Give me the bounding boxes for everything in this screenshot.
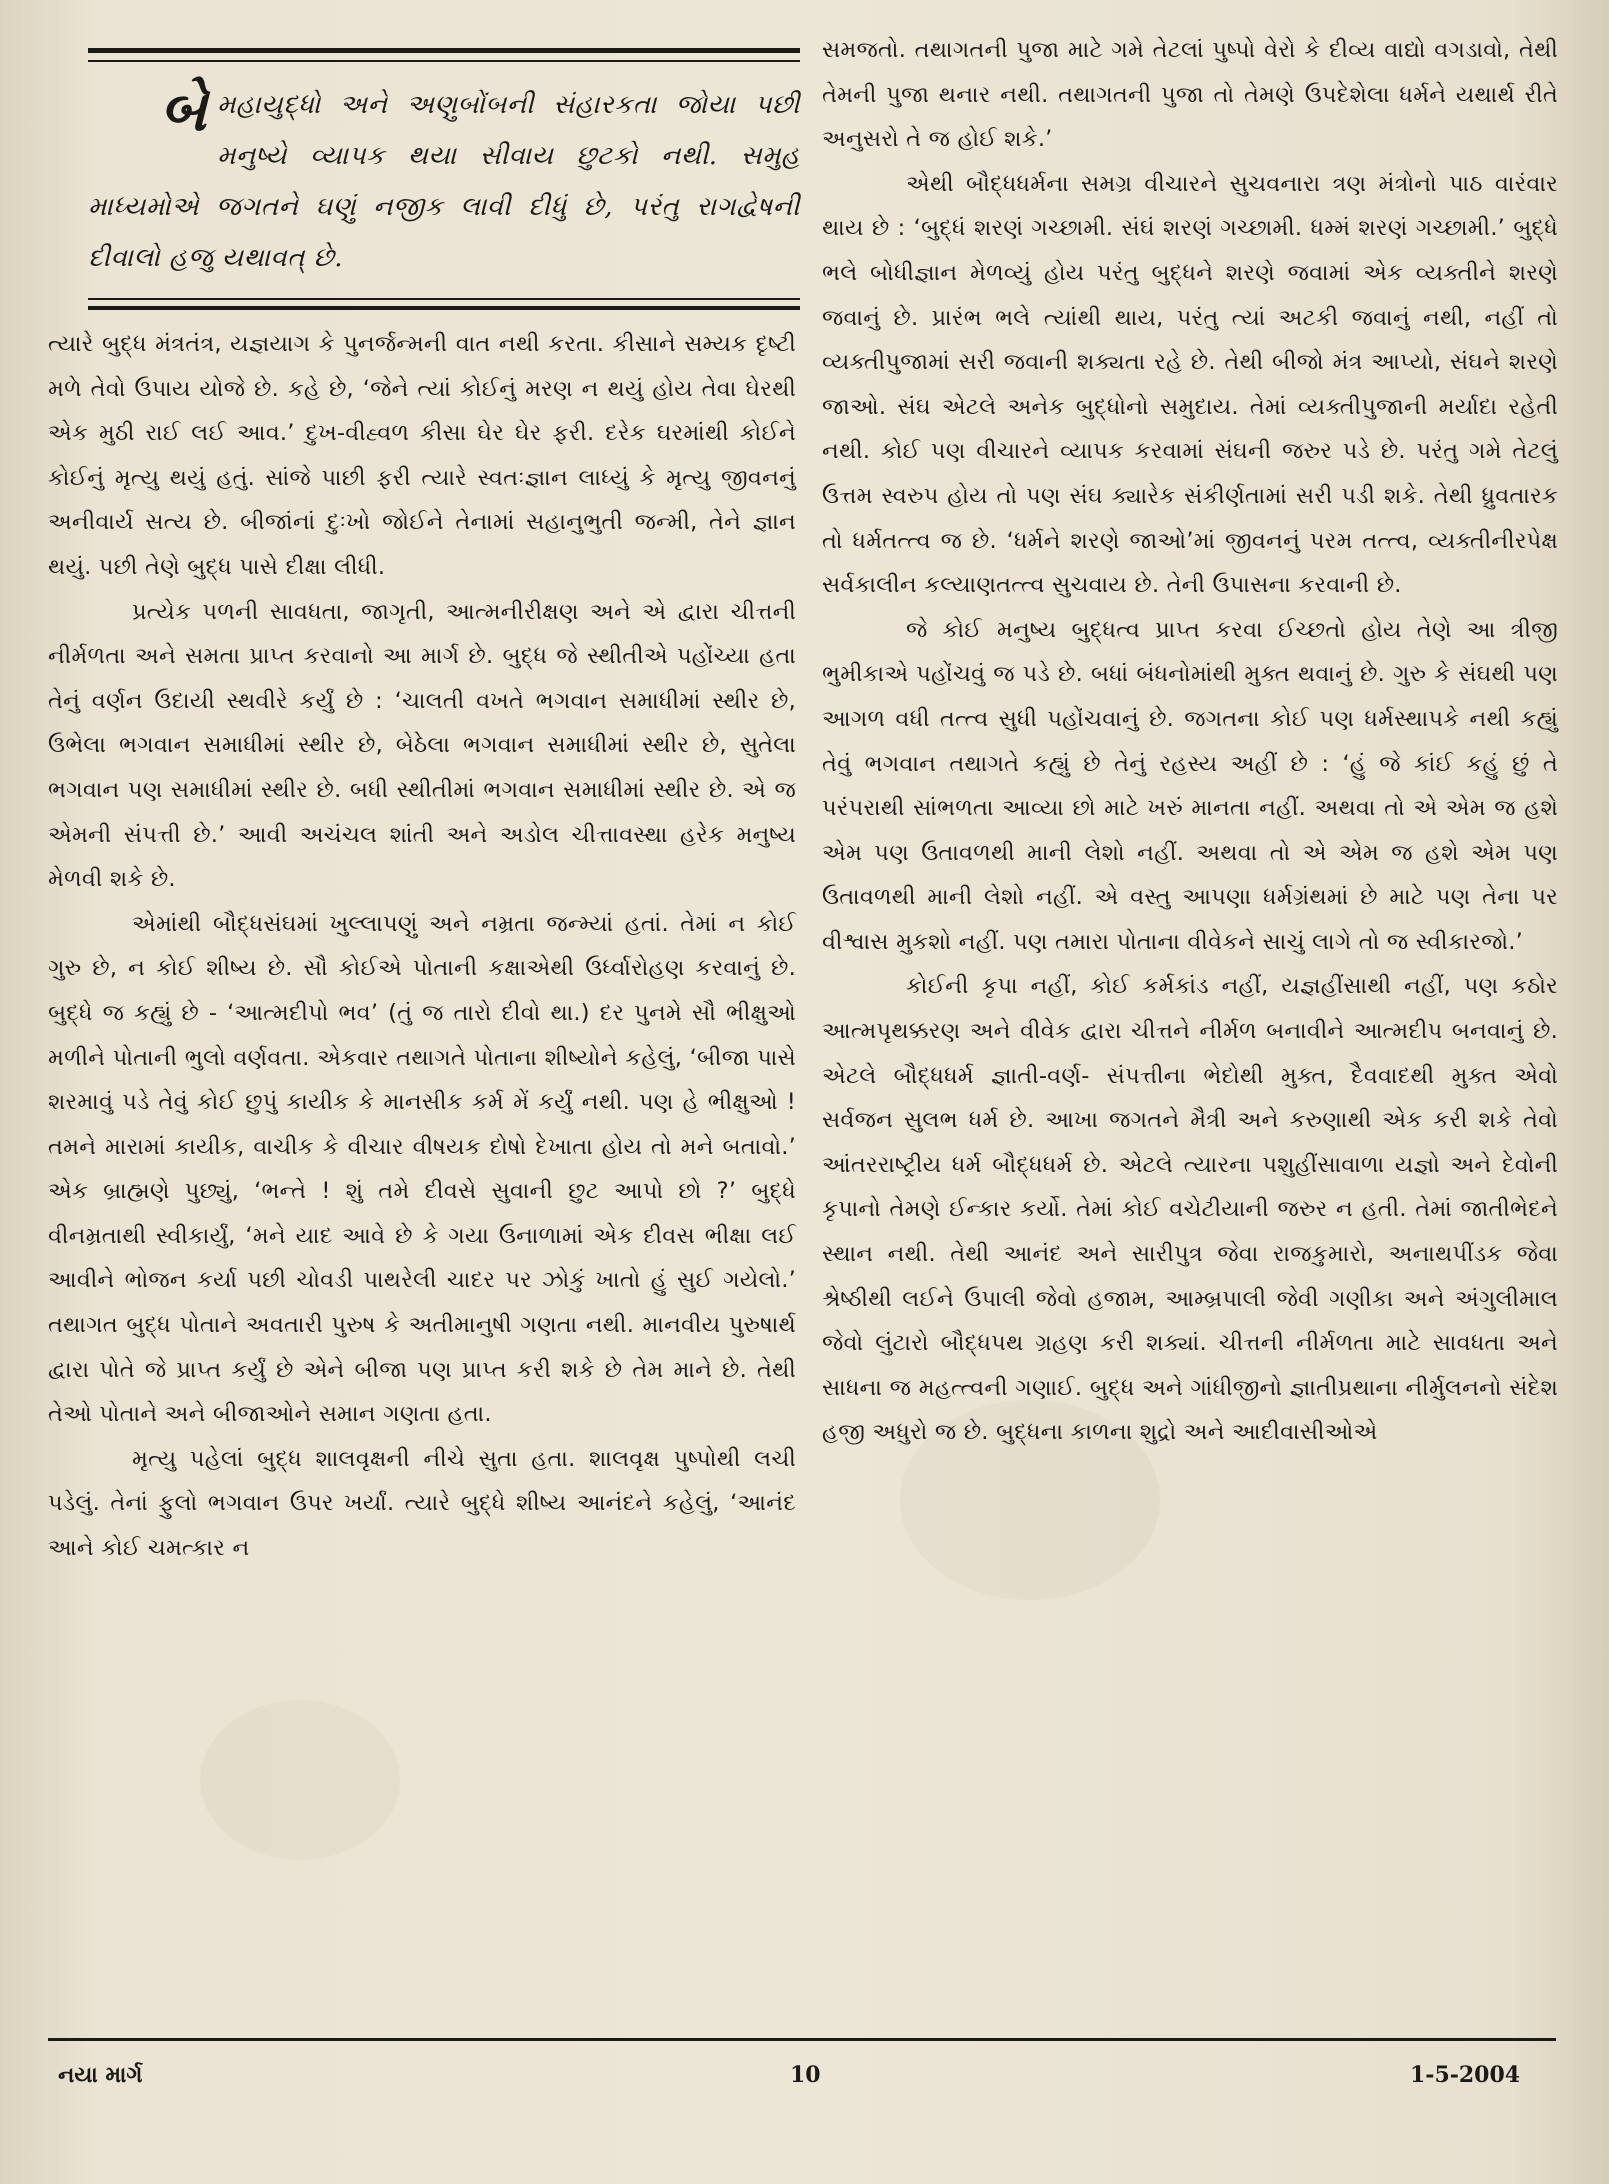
paragraph: કોઈની કૃપા નહીં, કોઈ કર્મકાંડ નહીં, યજ્ઞહીંસાથી નહીં, પણ કઠોર આત્મપૃથક્કરણ અને વીવેક દ્વારા ચીત્તને નીર્મળ બનાવીને આત્મદીપ બનવાનું છે. એટલે બૌદ્ધધર્મ જ્ઞાતી-વર્ણ- સંપત્તીના ભેદોથી મુક્ત, દૈવવાદથી મુક્ત એવો સર્વજન સુલભ ધર્મ છે. આખા જગતને મૈત્રી અને કરુણાથી એક કરી શકે તેવો આંતરરાષ્ટ્રીય ધર્મ બૌદ્ધધર્મ છે. એટલે ત્યારના પશુહીંસાવાળા યજ્ઞો અને દેવોની કૃપાનો તેમણે ઈન્કાર કર્યો. તેમાં કોઈ વચેટીયાની જરુર ન હતી. તેમાં જાતીભેદને સ્થાન નથી. તેથી આનંદ અને સારીપુત્ર જેવા રાજકુમારો, અનાથપીંડક જેવા શ્રેષ્ઠીથી લઈને ઉપાલી જેવો હજામ, આમ્બ્રપાલી જેવી ગણીકા અને અંગુલીમાલ જેવો લુંટારો બૌદ્ધપથ ગ્રહણ કરી શક્યાં. ચીત્તની નીર્મળતા માટે સાવધતા અને સાધના જ મહત્ત્વની ગણાઈ. બુદ્ધ અને ગાંધીજીનો જ્ઞાતીપ્રથાના નીર્મુલનનો સંદેશ હજી અધુરો જ છે. બુદ્ધના કાળના શુદ્રો અને આદીવાસીઓએ: [822, 973, 1558, 1446]
pull-quote-top-rule-thick: [88, 48, 800, 53]
paragraph: પ્રત્યેક પળની સાવધતા, જાગૃતી, આત્મનીરીક્ષણ અને એ દ્વારા ચીત્તની નીર્મળતા અને સમતા પ્રાપ્ત કરવાનો આ માર્ગ છે. બુદ્ધ જે સ્થીતીએ પહોંચ્યા હતા તેનું વર્ણન ઉદાયી સ્થવીરે કર્યું છે : ‘ચાલતી વખતે ભગવાન સમાધીમાં સ્થીર છે, ઉભેલા ભગવાન સમાધીમાં સ્થીર છે, બેઠેલા ભગવાન સમાધીમાં સ્થીર છે, સુતેલા ભગવાન પણ સમાધીમાં સ્થીર છે. બધી સ્થીતીમાં ભગવાન સમાધીમાં સ્થીર છે. એ જ એમની સંપત્તી છે.’ આવી અચંચલ શાંતી અને અડોલ ચીત્તાવસ્થા હરેક મનુષ્ય મેળવી શકે છે.: [48, 598, 796, 893]
pull-quote-text: મહાયુદ્ધો અને અણુબોંબની સંહારકતા જોયા પછી મનુષ્યે વ્યાપક થયા સીવાય છુટકો નથી. સમુહ માધ્યમોએ જગતને ઘણું નજીક લાવી દીધું છે, પરંતુ રાગદ્વેષની દીવાલો હજુ યથાવત્ છે.: [88, 90, 800, 273]
paragraph: સમજતો. તથાગતની પુજા માટે ગમે તેટલાં પુષ્પો વેરો કે દીવ્ય વાદ્યો વગડાવો, તેથી તેમની પુજા થનાર નથી. તથાગતની પુજા તો તેમણે ઉપદેશેલા ધર્મને યથાર્થ રીતે અનુસરો તે જ હોઈ શકે.’: [822, 37, 1558, 153]
pull-quote-box: [88, 40, 800, 312]
pull-quote-bottom-rule-thick: [88, 306, 800, 310]
footer-rule: [48, 2038, 1556, 2041]
pull-quote-dropcap: બે: [160, 76, 208, 144]
paragraph: મૃત્યુ પહેલાં બુદ્ધ શાલવૃક્ષની નીચે સુતા હતા. શાલવૃક્ષ પુષ્પોથી લચી પડેલું. તેનાં ફુલો ભગવાન ઉપર ખર્યાં. ત્યારે બુદ્ધે શીષ્ય આનંદને કહેલું, ‘આનંદ આને કોઈ ચમત્કાર ન: [48, 1445, 796, 1562]
paragraph: જે કોઈ મનુષ્ય બુદ્ધત્વ પ્રાપ્ત કરવા ઈચ્છતો હોય તેણે આ ત્રીજી ભુમીકાએ પહોંચવું જ પડે છે. બધાં બંધનોમાંથી મુક્ત થવાનું છે. ગુરુ કે સંઘથી પણ આગળ વધી તત્ત્વ સુધી પહોંચવાનું છે. જગતના કોઈ પણ ધર્મસ્થાપકે નથી કહ્યું તેવું ભગવાન તથાગતે કહ્યું છે તેનું રહસ્ય અહીં છે : ‘હું જે કાંઈ કહું છું તે પરંપરાથી સાંભળતા આવ્યા છો માટે ખરું માનતા નહીં. અથવા તો એ એમ જ હશે એમ પણ ઉતાવળથી માની લેશો નહીં. અથવા તો એ એમ જ હશે એમ પણ ઉતાવળથી માની લેશો નહીં. એ વસ્તુ આપણા ધર્મગ્રંથમાં છે માટે પણ તેના પર વીશ્વાસ મુકશો નહીં. પણ તમારા પોતાના વીવેકને સાચું લાગે તો જ સ્વીકારજો.’: [822, 616, 1558, 955]
footer-date: 1-5-2004: [1410, 2062, 1521, 2088]
paragraph: એમાંથી બૌદ્ધસંઘમાં ખુલ્લાપણું અને નમ્રતા જન્મ્યાં હતાં. તેમાં ન કોઈ ગુરુ છે, ન કોઈ શીષ્ય છે. સૌ કોઈએ પોતાની કક્ષાએથી ઉર્ધ્વારોહણ કરવાનું છે. બુદ્ધે જ કહ્યું છે - ‘આત્મદીપો ભવ’ (તું જ તારો દીવો થા.) દર પુનમે સૌ ભીક્ષુઓ મળીને પોતાની ભુલો વર્ણવતા. એકવાર તથાગતે પોતાના શીષ્યોને કહેલું, ‘બીજા પાસે શરમાવું પડે તેવું કોઈ છુપું કાયીક કે માનસીક કર્મ મેં કર્યું નથી. પણ હે ભીક્ષુઓ ! તમને મારામાં કાયીક, વાચીક કે વીચાર વીષયક દોષો દેખાતા હોય તો મને બતાવો.’ એક બ્રાહ્મણે પુછ્યું, ‘ભન્તે ! શું તમે દીવસે સુવાની છુટ આપો છો ?’ બુદ્ધે વીનમ્રતાથી સ્વીકાર્યું, ‘મને યાદ આવે છે કે ગયા ઉનાળામાં એક દીવસ ભીક્ષા લઈ આવીને ભોજન કર્યા પછી ચોવડી પાથરેલી ચાદર પર ઝોકું ખાતો હું સુઈ ગયેલો.’ તથાગત બુદ્ધ પોતાને અવતારી પુરુષ કે અતીમાનુષી ગણતા નથી. માનવીય પુરુષાર્થ દ્વારા પોતે જે પ્રાપ્ત કર્યું છે એને બીજા પણ પ્રાપ્ત કરી શકે છે તેમ માને છે. તેથી તેઓ પોતાને અને બીજાઓને સમાન ગણતા હતા.: [48, 910, 796, 1428]
pull-quote-text-block: [88, 76, 800, 284]
right-column: [822, 28, 1558, 1455]
pull-quote-top-rule-thin: [88, 60, 800, 62]
footer-publication-name: નયા માર્ગ: [58, 2062, 143, 2088]
pull-quote-bottom-rule-thin: [88, 298, 800, 300]
footer-page-number: 10: [790, 2062, 821, 2088]
paper-stain: [200, 1700, 400, 1860]
left-column: [48, 322, 796, 1571]
paragraph: ત્યારે બુદ્ધ મંત્રતંત્ર, યજ્ઞયાગ કે પુનર્જન્મની વાત નથી કરતા. કીસાને સમ્યક દૃષ્ટી મળે તેવો ઉપાય યોજે છે. કહે છે, ‘જેને ત્યાં કોઈનું મરણ ન થયું હોય તેવા ઘેરથી એક મુઠી રાઈ લઈ આવ.’ દુખ-વીહ્વળ કીસા ઘેર ઘેર ફરી. દરેક ઘરમાંથી કોઈને કોઈનું મૃત્યુ થયું હતું. સાંજે પાછી ફરી ત્યારે સ્વતઃજ્ઞાન લાધ્યું કે મૃત્યુ જીવનનું અનીવાર્ય સત્ય છે. બીજાંનાં દુઃખો જોઈને તેનામાં સહાનુભુતી જન્મી, તેને જ્ઞાન થયું. પછી તેણે બુદ્ધ પાસે દીક્ષા લીધી.: [48, 331, 796, 580]
paragraph: એથી બૌદ્ધધર્મના સમગ્ર વીચારને સુચવનારા ત્રણ મંત્રોનો પાઠ વારંવાર થાય છે : ‘બુદ્ધં શરણં ગચ્છામી. સંઘં શરણં ગચ્છામી. ધમ્મં શરણં ગચ્છામી.’ બુદ્ધે ભલે બોધીજ્ઞાન મેળવ્યું હોય પરંતુ બુદ્ધને શરણે જવામાં એક વ્યક્તીને શરણે જવાનું છે. પ્રારંભ ભલે ત્યાંથી થાય, પરંતુ ત્યાં અટકી જવાનું નથી, નહીં તો વ્યક્તીપુજામાં સરી જવાની શક્યતા રહે છે. તેથી બીજો મંત્ર આપ્યો, સંઘને શરણે જાઓ. સંઘ એટલે અનેક બુદ્ધોનો સમુદાય. તેમાં વ્યક્તીપુજાની મર્યાદા રહેતી નથી. કોઈ પણ વીચારને વ્યાપક કરવામાં સંઘની જરુર પડે છે. પરંતુ ગમે તેટલું ઉત્તમ સ્વરુપ હોય તો પણ સંઘ ક્યારેક સંકીર્ણતામાં સરી પડી શકે. તેથી ધ્રુવતારક તો ધર્મતત્ત્વ જ છે. ‘ધર્મને શરણે જાઓ’માં જીવનનું પરમ તત્ત્વ, વ્યક્તીનીરપેક્ષ સર્વકાલીન કલ્યાણતત્ત્વ સુચવાય છે. તેની ઉપાસના કરવાની છે.: [822, 170, 1558, 599]
